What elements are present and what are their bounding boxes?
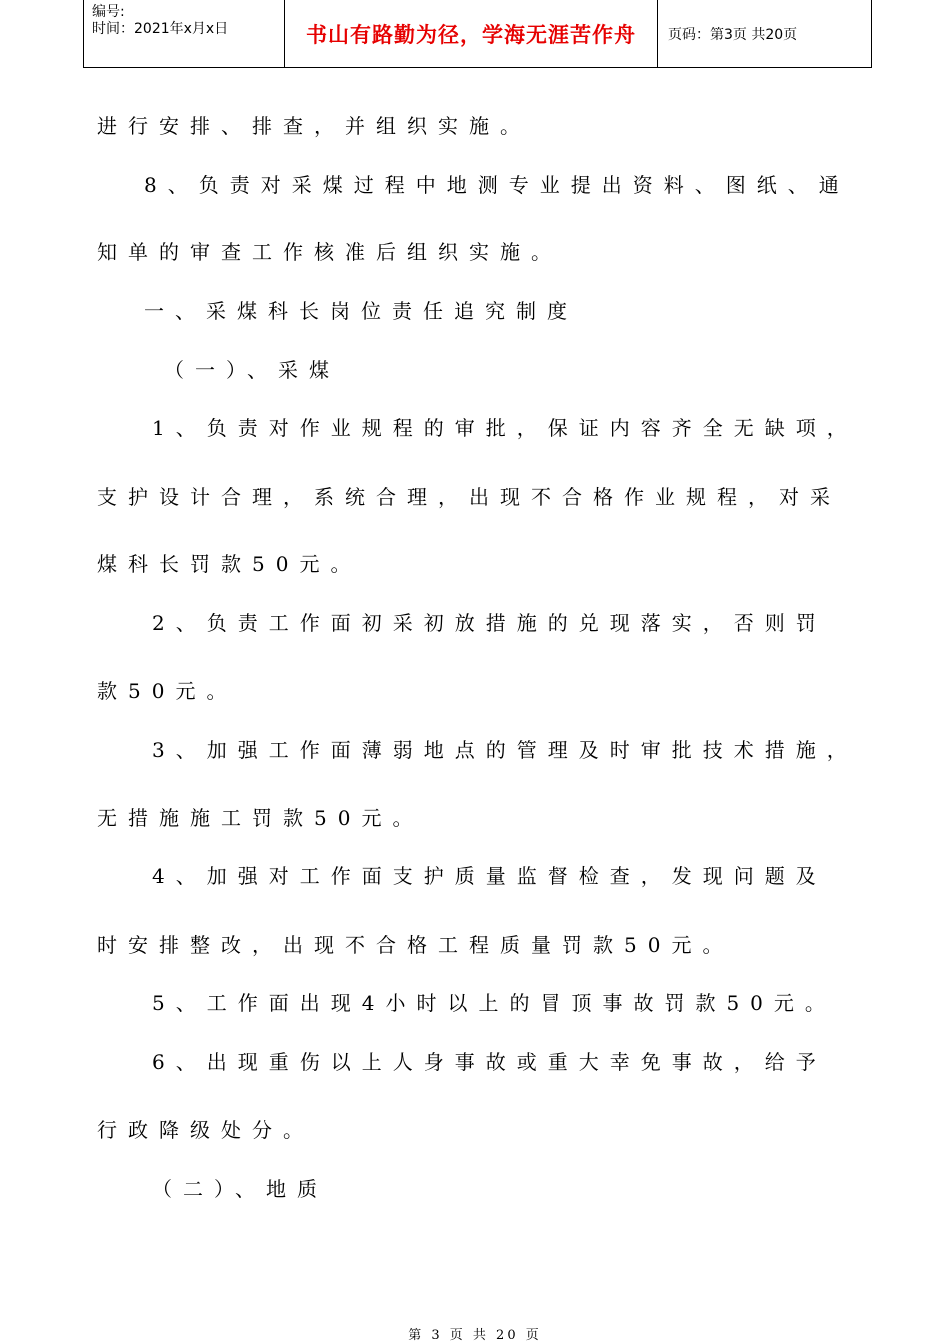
header-meta — [84, 0, 285, 67]
body-line: 无措施施工罚款50元。 — [97, 806, 424, 830]
body-line: 5、工作面出现4小时以上的冒顶事故罚款50元。 — [152, 991, 836, 1015]
body-line: 8、负责对采煤过程中地测专业提出资料、图纸、通 — [144, 173, 850, 197]
body-line: 6、出现重伤以上人身事故或重大幸免事故，给予 — [152, 1050, 827, 1074]
page-header — [83, 0, 872, 68]
header-motto: 书山有路勤为径，学海无涯苦作舟 — [285, 0, 658, 67]
date-label: 时间：2021年x月x日 — [92, 21, 229, 37]
body-line: 知单的审查工作核准后组织实施。 — [97, 240, 562, 264]
body-line: 时安排整改，出现不合格工程质量罚款50元。 — [97, 933, 734, 957]
body-line: 行政降级处分。 — [97, 1118, 314, 1142]
section-heading: 一、采煤科长岗位责任追究制度 — [144, 299, 578, 323]
subsection-heading: （二）、地质 — [152, 1177, 328, 1201]
body-line: 1、负责对作业规程的审批，保证内容齐全无缺项， — [152, 416, 858, 440]
body-line: 支护设计合理，系统合理，出现不合格作业规程，对采 — [97, 485, 841, 509]
body-line: 煤科长罚款50元。 — [97, 552, 362, 576]
header-page-info: 页码：第3页 共20页 — [668, 26, 798, 43]
number-label: 编号: — [92, 4, 125, 20]
body-line: 4、加强对工作面支护质量监督检查，发现问题及 — [152, 864, 827, 888]
page-footer: 第 3 页 共 20 页 — [408, 1328, 542, 1343]
subsection-heading: （一）、采煤 — [164, 358, 340, 382]
body-line: 3、加强工作面薄弱地点的管理及时审批技术措施， — [152, 738, 858, 762]
body-line: 款50元。 — [97, 679, 238, 703]
body-line: 进行安排、排查，并组织实施。 — [97, 114, 531, 138]
body-line: 2、负责工作面初采初放措施的兑现落实，否则罚 — [152, 611, 827, 635]
